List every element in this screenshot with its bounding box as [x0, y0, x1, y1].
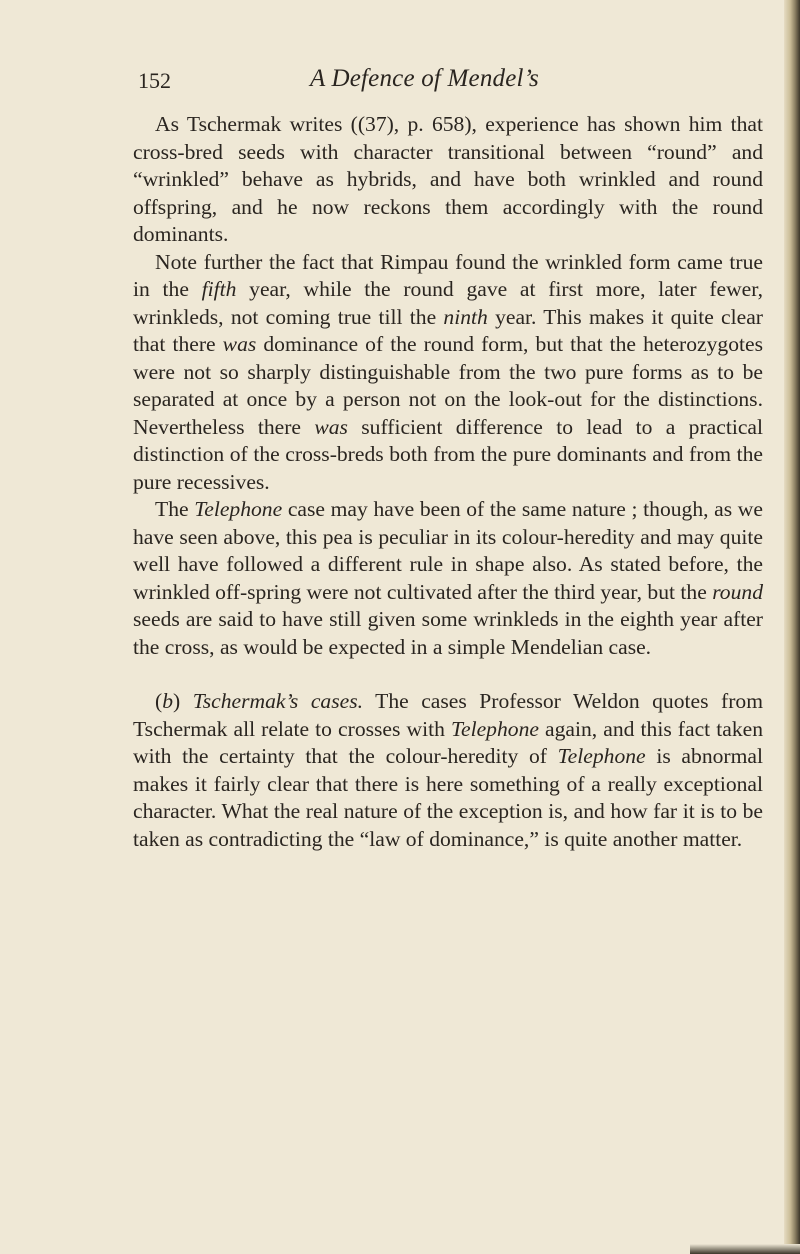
italic-text: was [222, 332, 257, 356]
text-run: dominance of the round form, but that the heterozygotes were not so sharply distinguishable from the two pure forms as to be separated at once by a person not on the look-out for the distinctions. Nevertheless there [133, 332, 763, 439]
page-edge-shadow [784, 0, 800, 1254]
italic-text: ninth [443, 304, 488, 329]
italic-text: Telephone [557, 744, 646, 768]
text-run: is abnormal makes it fairly clear that there is here something of a really exceptional character. What the real nature of the exception is, and how far it is to be taken as contradicting the “law of dominance,” is quite another matter. [133, 744, 763, 851]
italic-text: round [712, 579, 763, 604]
body-text [133, 111, 763, 853]
paragraph [133, 249, 763, 497]
text-run: seeds are said to have still given some wrinkleds in the eighth year after the cross, as would be expected in a simple Mendelian case. [133, 607, 763, 659]
text-run: Note further the fact that Rimpau found the wrinkled form came true in the [133, 249, 763, 301]
text-run: The [155, 497, 195, 521]
italic-text: was [314, 414, 348, 439]
text-run: ) [173, 689, 193, 713]
italic-text: fifth [201, 277, 237, 301]
text-run: The cases Professor Weldon quotes from Tschermak all relate to crosses with [133, 689, 764, 741]
text-run: As Tschermak writes ((37), p. 658), experience has shown him that cross-bred seeds with character transitional between “round” and “wrinkled” behave as hybrids, and have both wrinkled and round offspring, and he now reckons them accordingly with the round dominants. [133, 112, 763, 246]
page-number: 152 [138, 68, 171, 93]
page-header [138, 65, 758, 108]
paragraph [133, 496, 763, 661]
page-corner-shadow [690, 1244, 800, 1254]
paragraph [133, 111, 763, 249]
section-paragraph [133, 688, 763, 853]
running-title: A Defence of Mendel’s [310, 65, 539, 92]
text-run: case may have been of the same nature ; though, as we have seen above, this pea is peculiar in its colour-heredity and may quite well have followed a different rule in shape also. As stated before, the wrinkled off-spring were not cultivated after the third year, but the [133, 497, 763, 604]
italic-text: Tschermak’s cases. [192, 689, 363, 713]
text-run: year, while the round gave at first more, later fewer, wrinkleds, not coming true till the [133, 277, 763, 329]
italic-text: Telephone [194, 497, 283, 521]
italic-text: Telephone [450, 716, 539, 741]
text-run: ( [155, 689, 163, 713]
text-run: sufficient difference to lead to a practical distinction of the cross-breds both from the pure dominants and from the pure recessives. [133, 414, 763, 494]
text-run: again, and this fact taken with the certainty that the colour-heredity of [133, 716, 764, 768]
italic-text: b [162, 689, 173, 713]
text-run: year. This makes it quite clear that there [133, 304, 763, 356]
